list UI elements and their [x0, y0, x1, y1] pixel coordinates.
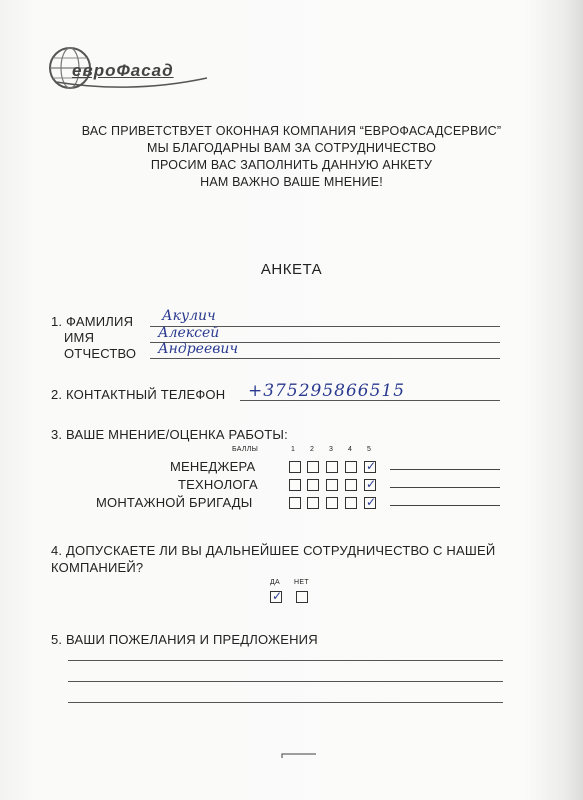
patronymic-label: ОТЧЕСТВО [64, 346, 137, 361]
rating-checkbox[interactable] [345, 479, 357, 491]
no-label: НЕТ [294, 579, 309, 586]
wishes-line[interactable] [68, 681, 503, 682]
rating-comment-line [390, 487, 500, 488]
check-mark-icon: ✓ [366, 459, 377, 473]
yes-checkbox[interactable] [270, 591, 282, 603]
rating-checkbox[interactable] [345, 461, 357, 473]
scale-1: 1 [291, 446, 296, 453]
patronymic-field[interactable]: Андреевич [158, 341, 239, 357]
rating-checkbox[interactable] [326, 461, 338, 473]
rating-checkbox[interactable] [364, 497, 376, 509]
cooperation-question-line2: КОМПАНИЕЙ? [51, 560, 144, 575]
rating-question: 3. ВАШЕ МНЕНИЕ/ОЦЕНКА РАБОТЫ: [51, 427, 288, 442]
intro-text [0, 123, 583, 191]
logo-wordmark: евроФасад [72, 61, 174, 80]
intro-line: МЫ БЛАГОДАРНЫ ВАМ ЗА СОТРУДНИЧЕСТВО [146, 141, 436, 155]
check-mark-icon: ✓ [366, 477, 377, 491]
scale-4: 4 [348, 446, 353, 453]
surname-field[interactable]: Акулич [162, 308, 216, 324]
rating-checkbox[interactable] [307, 479, 319, 491]
yes-label: ДА [270, 579, 281, 586]
intro-line: ПРОСИМ ВАС ЗАПОЛНИТЬ ДАННУЮ АНКЕТУ [150, 158, 433, 172]
scale-2: 2 [310, 446, 315, 453]
scale-5: 5 [367, 446, 372, 453]
rating-checkbox[interactable] [364, 461, 376, 473]
wishes-line[interactable] [68, 702, 503, 703]
rating-comment-line [390, 505, 500, 506]
no-checkbox[interactable] [296, 591, 308, 603]
phone-label: 2. КОНТАКТНЫЙ ТЕЛЕФОН [51, 387, 226, 402]
rating-checkbox[interactable] [289, 479, 301, 491]
form-title: АНКЕТА [260, 261, 323, 278]
wishes-line[interactable] [68, 660, 503, 661]
intro-line: НАМ ВАЖНО ВАШЕ МНЕНИЕ! [200, 175, 383, 189]
cooperation-question-line1: 4. ДОПУСКАЕТЕ ЛИ ВЫ ДАЛЬНЕЙШЕЕ СОТРУДНИЧЕСТВО С НАШЕЙ [51, 543, 496, 558]
name-field[interactable]: Алексей [158, 325, 220, 341]
rating-checkbox[interactable] [307, 461, 319, 473]
rating-checkbox[interactable] [345, 497, 357, 509]
paper-clip-icon [280, 752, 320, 760]
check-mark-icon: ✓ [272, 589, 283, 603]
scale-label: БАЛЛЫ [232, 446, 259, 453]
rating-row-label: МОНТАЖНОЙ БРИГАДЫ [96, 495, 253, 510]
rating-row-label: ТЕХНОЛОГА [178, 477, 258, 492]
wishes-label: 5. ВАШИ ПОЖЕЛАНИЯ И ПРЕДЛОЖЕНИЯ [51, 632, 318, 647]
rating-row-label: МЕНЕДЖЕРА [170, 459, 256, 474]
rating-checkbox[interactable] [289, 497, 301, 509]
patronymic-field-line [150, 358, 500, 359]
rating-checkbox[interactable] [364, 479, 376, 491]
intro-line: ВАС ПРИВЕТСТВУЕТ ОКОННАЯ КОМПАНИЯ “ЕВРОФАСАДСЕРВИС” [81, 124, 502, 138]
name-label: ИМЯ [64, 330, 95, 345]
rating-checkbox[interactable] [326, 479, 338, 491]
company-logo [42, 42, 217, 92]
rating-checkbox[interactable] [326, 497, 338, 509]
phone-field[interactable]: +375295866515 [248, 381, 406, 401]
rating-checkbox[interactable] [307, 497, 319, 509]
surname-label: 1. ФАМИЛИЯ [51, 314, 134, 329]
check-mark-icon: ✓ [366, 495, 377, 509]
rating-comment-line [390, 469, 500, 470]
rating-checkbox[interactable] [289, 461, 301, 473]
scale-3: 3 [329, 446, 334, 453]
